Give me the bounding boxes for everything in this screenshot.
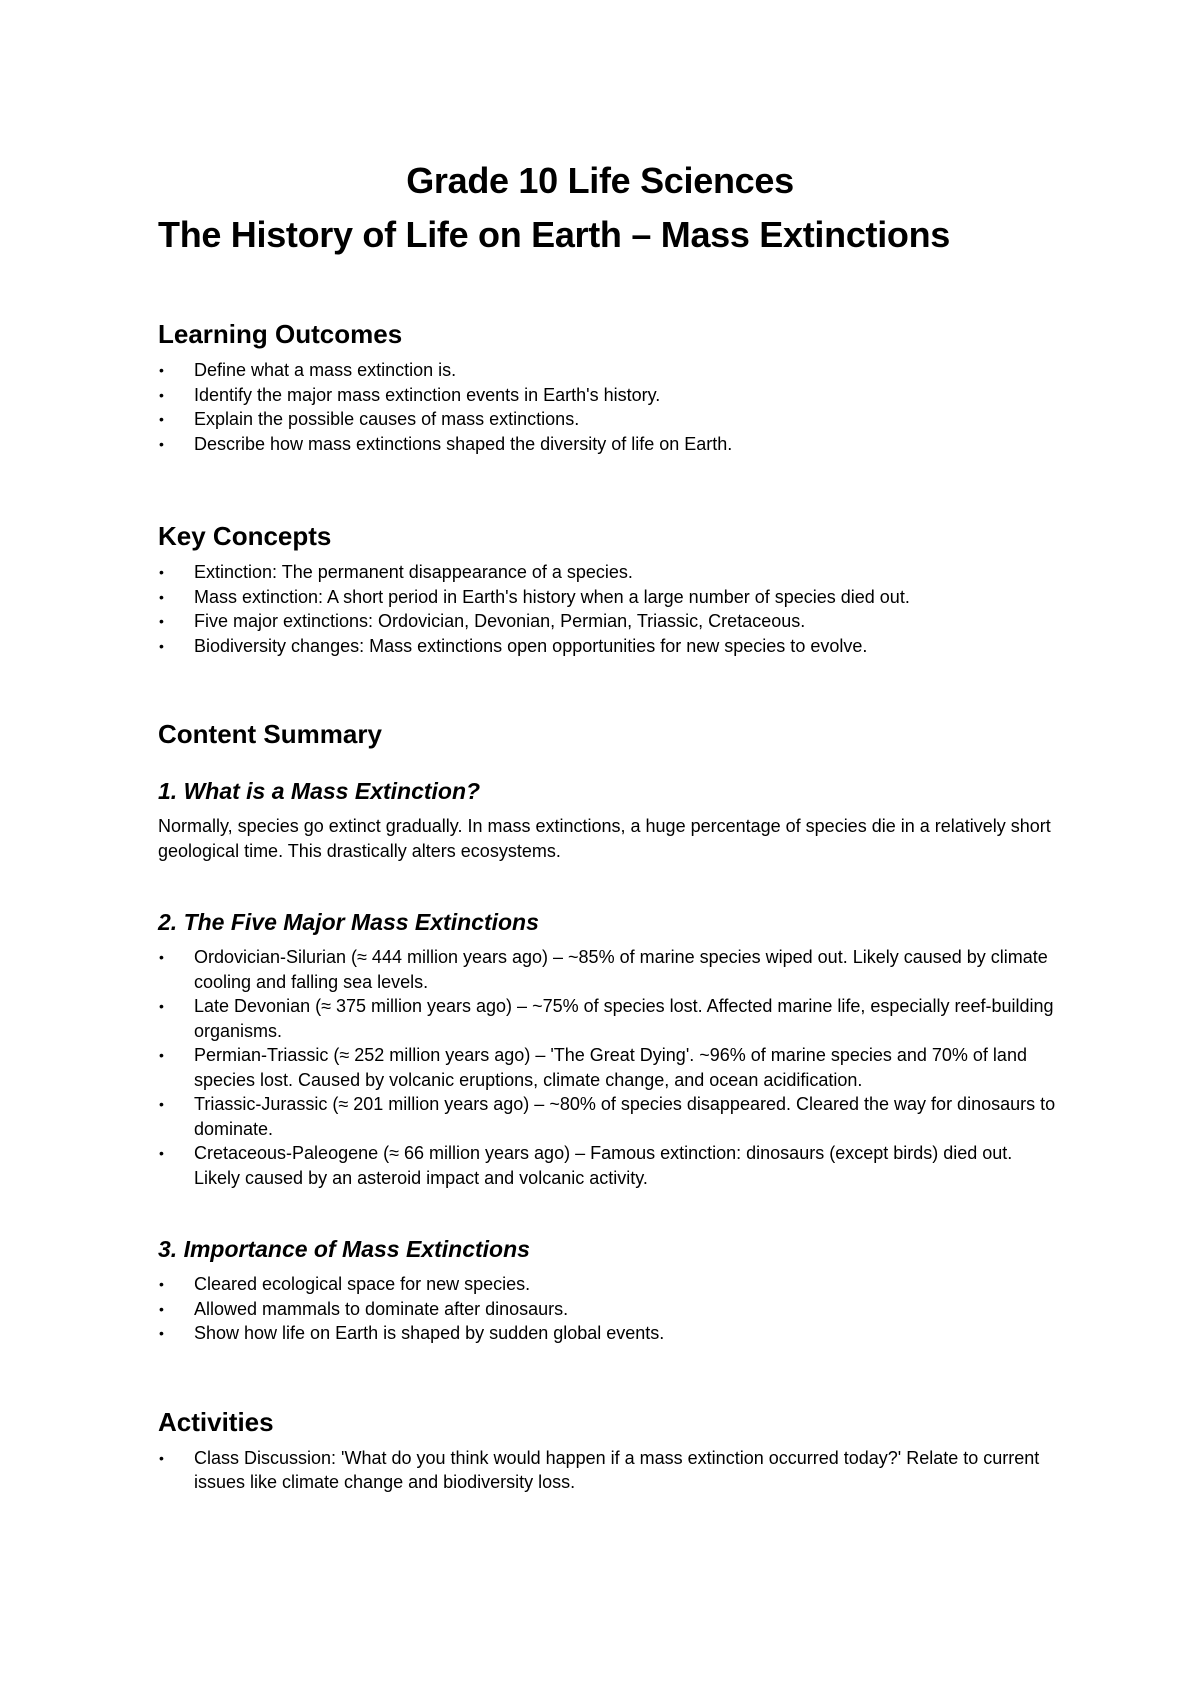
title-block (0, 160, 1200, 256)
activities-heading: Activities (158, 1406, 274, 1437)
bullet-icon: • (159, 1047, 164, 1063)
bullet-icon: • (159, 637, 164, 654)
key-concepts-heading: Key Concepts (158, 521, 332, 551)
list-item-text: Triassic-Jurassic (≈ 201 million years ago) – ~80% of species disappeared. Cleared the way for dinosaurs to dominate. (194, 1094, 1056, 1139)
list-item-text: Mass extinction: A short period in Earth's history when a large number of species died out. (194, 586, 910, 607)
list-item-text: Permian-Triassic (≈ 252 million years ago) – 'The Great Dying'. ~96% of marine species and 70% of land species lost. Caused by volcanic eruptions, climate change, and ocean acidification. (194, 1045, 1027, 1090)
content-summary-heading: Content Summary (158, 719, 382, 749)
bullet-icon: • (159, 613, 164, 629)
bullet-icon: • (159, 564, 164, 580)
list-item (158, 609, 1058, 634)
list-item-text: Define what a mass extinction is. (194, 360, 457, 380)
list-item-text: Explain the possible causes of mass extinctions. (194, 409, 580, 429)
key-concepts-list (158, 560, 1058, 658)
list-item-text: Identify the major mass extinction events in Earth's history. (194, 384, 661, 405)
bullet-icon: • (159, 1449, 164, 1466)
list-item-text: Show how life on Earth is shaped by sudden global events. (194, 1323, 665, 1343)
learning-outcomes-section (158, 318, 1058, 456)
bullet-icon: • (159, 362, 164, 378)
document-content (158, 318, 1058, 1495)
section2-heading: 2. The Five Major Mass Extinctions (158, 909, 539, 935)
bullet-icon: • (159, 411, 164, 427)
bullet-icon: • (159, 1276, 164, 1292)
list-item (158, 1446, 1058, 1495)
bullet-icon: • (159, 1300, 164, 1317)
list-item (158, 383, 1058, 408)
list-item (158, 1272, 1058, 1297)
mass-extinctions-list (158, 945, 1058, 1190)
bullet-icon: • (159, 1145, 164, 1161)
learning-outcomes-heading: Learning Outcomes (158, 319, 403, 349)
list-item (158, 407, 1058, 432)
bullet-icon: • (159, 386, 164, 403)
document-subtitle: The History of Life on Earth – Mass Extinctions (158, 214, 951, 255)
bullet-icon: • (159, 998, 164, 1014)
list-item-text: Allowed mammals to dominate after dinosaurs. (194, 1298, 569, 1319)
section1-text: Normally, species go extinct gradually. In mass extinctions, a huge percentage of species die in a relatively short geological time. This drastically alters ecosystems. (158, 816, 1051, 861)
section1-heading: 1. What is a Mass Extinction? (158, 778, 481, 804)
list-item-text: Biodiversity changes: Mass extinctions open opportunities for new species to evolve. (194, 635, 868, 656)
list-item-text: Late Devonian (≈ 375 million years ago) – ~75% of species lost. Affected marine life, especially reef-building organisms. (194, 996, 1054, 1041)
learning-outcomes-list (158, 358, 1058, 456)
list-item (158, 634, 1058, 659)
document-title: Grade 10 Life Sciences (406, 160, 794, 201)
list-item (158, 1043, 1058, 1092)
list-item (158, 358, 1058, 383)
bullet-icon: • (159, 1096, 164, 1112)
list-item (158, 1141, 1058, 1190)
activities-list (158, 1446, 1058, 1495)
list-item-text: Class Discussion: 'What do you think would happen if a mass extinction occurred today?' Relate to current issues like climate change and biodiversity loss. (194, 1447, 1040, 1492)
list-item (158, 1321, 1058, 1346)
bullet-icon: • (159, 1325, 164, 1341)
list-item (158, 994, 1058, 1043)
key-concepts-section (158, 520, 1058, 658)
bullet-icon: • (159, 435, 164, 452)
list-item (158, 945, 1058, 994)
list-item (158, 1297, 1058, 1322)
bullet-icon: • (159, 588, 164, 605)
list-item-text: Cleared ecological space for new species. (194, 1274, 531, 1294)
list-item (158, 560, 1058, 585)
importance-list (158, 1272, 1058, 1346)
list-item (158, 432, 1058, 457)
list-item-text: Five major extinctions: Ordovician, Devonian, Permian, Triassic, Cretaceous. (194, 611, 806, 631)
activities-section (158, 1406, 1058, 1495)
list-item-text: Extinction: The permanent disappearance of a species. (194, 562, 633, 582)
list-item-text: Cretaceous-Paleogene (≈ 66 million years ago) – Famous extinction: dinosaurs (except birds) died out. Likely caused by an asteroid impact and volcanic activity. (194, 1143, 1013, 1188)
list-item (158, 1092, 1058, 1141)
list-item-text: Describe how mass extinctions shaped the diversity of life on Earth. (194, 433, 733, 454)
section3-heading: 3. Importance of Mass Extinctions (158, 1236, 530, 1262)
bullet-icon: • (159, 949, 164, 965)
content-summary-section (158, 718, 1058, 1346)
list-item (158, 585, 1058, 610)
list-item-text: Ordovician-Silurian (≈ 444 million years ago) – ~85% of marine species wiped out. Likely caused by climate cooling and falling sea levels. (194, 947, 1048, 992)
